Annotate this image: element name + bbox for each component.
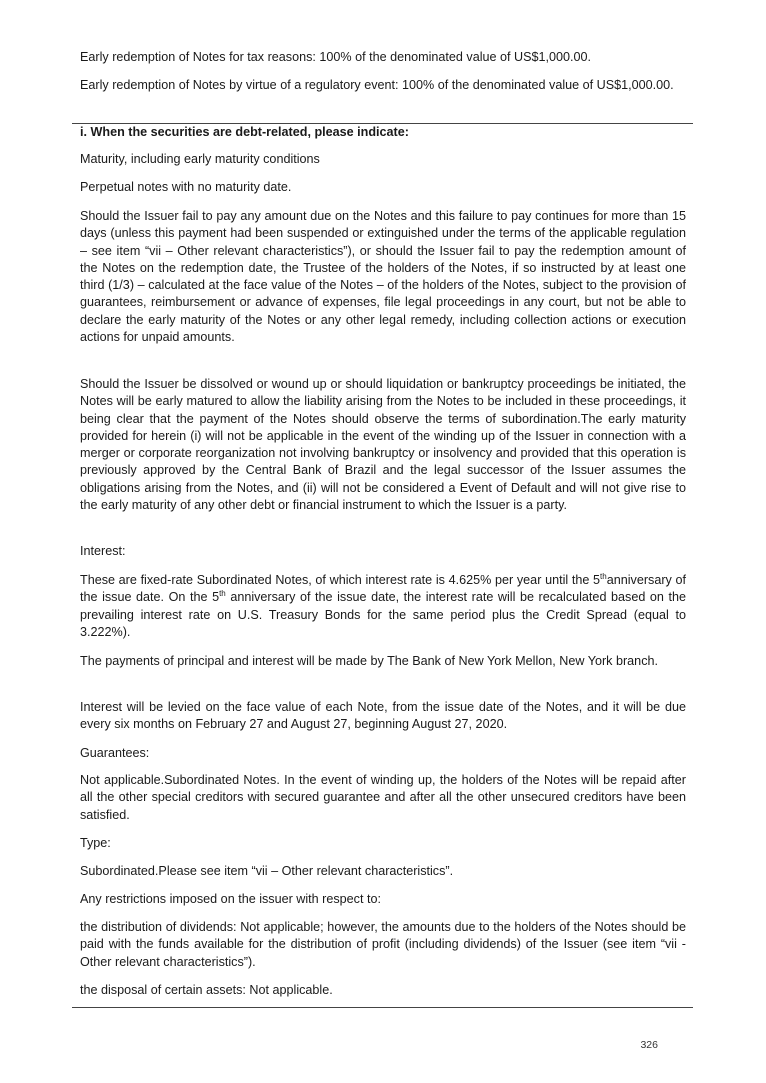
maturity-label (80, 151, 686, 168)
paragraph-text: Guarantees: (80, 746, 150, 760)
heading-text: i. When the securities are debt-related, please indicate: (80, 125, 409, 139)
paragraph-text: Interest: (80, 544, 126, 558)
restrictions-label (80, 891, 686, 908)
paragraph-text: Interest will be levied on the face value of each Note, from the issue date of the Notes, and it will be due every six months on February 27 and August 27, beginning August 27, 2020. (80, 700, 686, 732)
guarantees-paragraph (80, 772, 686, 824)
paragraph-text: Any restrictions imposed on the issuer with respect to: (80, 892, 381, 906)
regulatory-redemption-paragraph (80, 77, 686, 94)
tax-redemption-paragraph (80, 49, 686, 66)
paragraph-text: Maturity, including early maturity conditions (80, 152, 320, 166)
paragraph-text: the distribution of dividends: Not applicable; however, the amounts due to the holders of the Notes should be paid with the funds available for the distribution of profit (including dividends) of the Issuer (see item “vii - Other relevant characteristics”). (80, 920, 686, 969)
page-number: 326 (640, 1039, 658, 1051)
guarantees-label (80, 745, 686, 762)
section-divider-bottom (72, 1007, 693, 1008)
interest-label (80, 543, 686, 560)
type-paragraph (80, 863, 686, 880)
ordinal-suffix: th (600, 572, 607, 581)
asset-disposal-paragraph (80, 982, 686, 999)
paragraph-text: Should the Issuer be dissolved or wound up or should liquidation or bankruptcy proceedings be initiated, the Notes will be early matured to allow the liability arising from the Notes to be included in these proceedings, it being clear that the payment of the Notes should observe the terms of subordination.The early maturity provided for herein (i) will not be applicable in the event of the winding up of the Issuer in connection with a merger or corporate reorganization not involving bankruptcy or insolvency and provided that this operation is previously approved by the Central Bank of Brazil and the legal successor of the Issuer assumes the obligations arising from the Notes, and (ii) will not be considered a Event of Default and will not give rise to the early maturity of any other debt or financial instrument to which the Issuer is a party. (80, 377, 686, 513)
payment-failure-paragraph (80, 208, 686, 346)
paragraph-text: Not applicable.Subordinated Notes. In the event of winding up, the holders of the Notes will be repaid after all the other special creditors with secured guarantee and after all the other unsecured creditors have been satisfied. (80, 773, 686, 822)
paragraph-text: Should the Issuer fail to pay any amount due on the Notes and this failure to pay continues for more than 15 days (unless this payment had been suspended or extinguished under the terms of the applicable regulation – see item “vii – Other relevant characteristics”), or should the Issuer fail to pay the redemption amount of the Notes on the redemption date, the Trustee of the holders of the Notes, if so instructed by at least one third (1/3) – calculated at the face value of the Notes – of the holders of the Notes, subject to the provision of guarantees, reimbursement or advance of expenses, file legal proceedings in any court, but not be able to declare the early maturity of the Notes or any other legal remedy, including collection actions or execution actions for unpaid amounts. (80, 209, 686, 345)
paragraph-text: The payments of principal and interest will be made by The Bank of New York Mellon, New York branch. (80, 654, 658, 668)
text-run: These are fixed-rate Subordinated Notes, of which interest rate is 4.625% per year until the 5 (80, 573, 601, 587)
payments-paragraph (80, 653, 686, 670)
perpetual-notes-paragraph (80, 179, 686, 196)
paragraph-text: the disposal of certain assets: Not applicable. (80, 983, 333, 997)
text-run: anniversary of the issue date, the interest rate will be recalculated based on the prevailing interest rate on U.S. Treasury Bonds for the same period plus the Credit Spread (equal to 3.222%). (80, 590, 686, 639)
interest-rate-paragraph (80, 572, 686, 641)
dissolution-paragraph (80, 376, 686, 514)
paragraph-text: Type: (80, 836, 111, 850)
paragraph-text: Perpetual notes with no maturity date. (80, 180, 292, 194)
paragraph-text: Early redemption of Notes for tax reasons: 100% of the denominated value of US$1,000.00. (80, 50, 592, 64)
type-label (80, 835, 686, 852)
paragraph-text (80, 572, 686, 641)
text-run: anniversary of the issue date. On the 5 (80, 573, 686, 605)
paragraph-text: Early redemption of Notes by virtue of a regulatory event: 100% of the denominated value of US$1,000.00. (80, 78, 674, 92)
paragraph-text: Subordinated.Please see item “vii – Other relevant characteristics”. (80, 864, 454, 878)
section-heading (80, 124, 686, 141)
ordinal-suffix: th (219, 589, 226, 599)
dividends-paragraph (80, 919, 686, 971)
interest-schedule-paragraph (80, 699, 686, 734)
